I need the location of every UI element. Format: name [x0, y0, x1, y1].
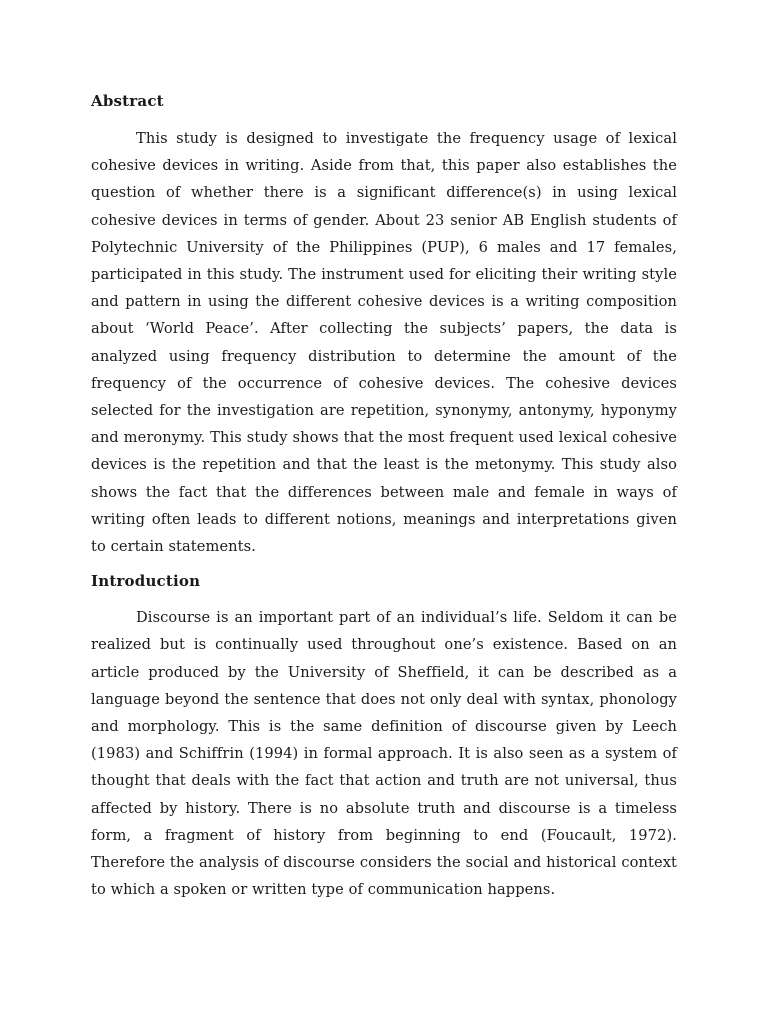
- abstract-heading: Abstract: [91, 92, 164, 110]
- introduction-paragraph: Discourse is an important part of an individual’s life. Seldom it can be realized but is continually used throughout one’s existence. Based on an article produced by the University of Sheffield, it can be described as a language beyond the sentence that does not only deal with syntax, phonology and morphology. This is the same definition of discourse given by Leech (1983) and Schiffrin (1994) in formal approach. It is also seen as a system of thought that deals with the fact that action and truth are not universal, thus affected by history. There is no absolute truth and discourse is a timeless form, a fragment of history from beginning to end (Foucault, 1972). Therefore the analysis of discourse considers the social and historical context to which a spoken or written type of communication happens.: [91, 609, 677, 899]
- document-page: [91, 88, 677, 903]
- abstract-paragraph: This study is designed to investigate the frequency usage of lexical cohesive devices in writing. Aside from that, this paper also establishes the question of whether there is a significant difference(s) in using lexical cohesive devices in terms of gender. About 23 senior AB English students of Polytechnic University of the Philippines (PUP), 6 males and 17 females, participated in this study. The instrument used for eliciting their writing style and pattern in using the different cohesive devices is a writing composition about ‘World Peace’. After collecting the subjects’ papers, the data is analyzed using frequency distribution to determine the amount of the frequency of the occurrence of cohesive devices. The cohesive devices selected for the investigation are repetition, synonymy, antonymy, hyponymy and meronymy. This study shows that the most frequent used lexical cohesive devices is the repetition and that the least is the metonymy. This study also shows the fact that the differences between male and female in ways of writing often leads to different notions, meanings and interpretations given to certain statements.: [91, 130, 677, 556]
- introduction-heading: Introduction: [91, 572, 201, 591]
